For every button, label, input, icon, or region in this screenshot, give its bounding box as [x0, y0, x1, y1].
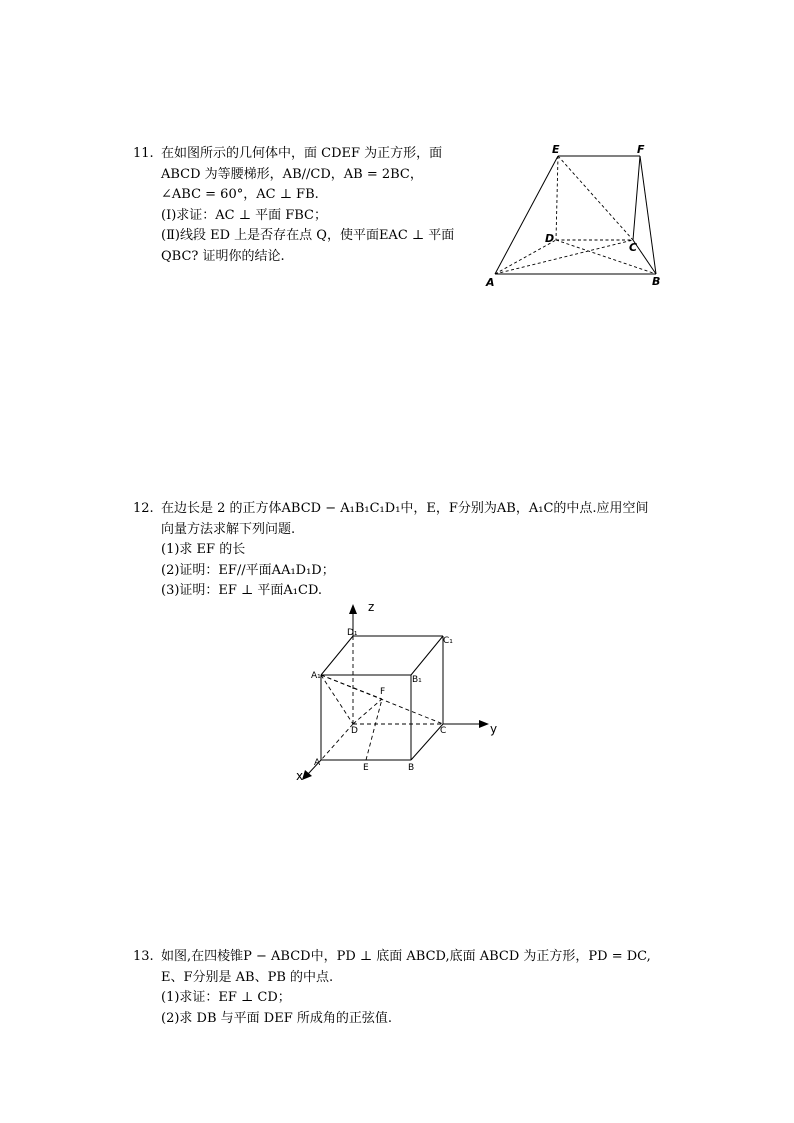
problem-number: 12. [133, 501, 154, 516]
problem-line: (Ⅱ)线段 ED 上是否存在点 Q，使平面EAC ⊥ 平面 [161, 228, 455, 243]
segment-A1F [321, 675, 382, 699]
label-B: B [408, 763, 415, 773]
label-E: E [363, 763, 369, 773]
axis-z-arrow [349, 604, 357, 614]
edge-CB [411, 724, 443, 760]
label-A: A [314, 758, 321, 768]
label-F: F [637, 143, 645, 156]
problem-line: 向量方法求解下列问题. [161, 521, 296, 537]
problem-line: (3)证明：EF ⊥ 平面A₁CD. [161, 583, 323, 598]
label-C1: C₁ [443, 636, 453, 646]
problem-text [161, 144, 454, 267]
problem-line: (1)求证：EF ⊥ CD； [161, 990, 291, 1005]
problem-line: ∠ABC = 60°，AC ⊥ FB. [161, 187, 319, 202]
label-C: C [629, 241, 638, 254]
label-D: D [351, 726, 358, 736]
problem-line: (2)证明：EF//平面AA₁D₁D； [161, 562, 335, 578]
label-D: D [545, 232, 555, 245]
label-B: B [652, 275, 661, 288]
problem-line: E、F分别是 AB、PB 的中点. [161, 969, 334, 985]
label-B1: B₁ [412, 675, 422, 685]
edge-DA [321, 724, 353, 760]
problem-line: ABCD 为等腰梯形，AB//CD，AB = 2BC， [161, 166, 423, 182]
problem-number: 13. [133, 949, 154, 964]
figure-12 [290, 598, 520, 788]
segment-EF [366, 699, 382, 760]
edge-EA [495, 156, 558, 274]
label-y: y [490, 722, 498, 736]
edge-AC [495, 240, 633, 274]
problem-line: 如图,在四棱锥P − ABCD中，PD ⊥ 底面 ABCD,底面 ABCD 为正方形，PD = DC, [161, 949, 651, 964]
edge-DB [556, 240, 656, 274]
label-A1: A₁ [311, 671, 321, 681]
segment-DF [353, 699, 382, 724]
label-C: C [440, 726, 447, 736]
problem-line: (1)求 EF 的长 [161, 542, 246, 557]
edge-A1D [321, 675, 353, 724]
label-D1: D₁ [347, 628, 358, 638]
label-F: F [380, 687, 386, 697]
problem-line: QBC? 证明你的结论. [161, 248, 285, 264]
problem-line: 在如图所示的几何体中，面 CDEF 为正方形，面 [161, 146, 443, 161]
problem-number: 11. [133, 146, 154, 161]
problem-line: (Ⅰ)求证：AC ⊥ 平面 FBC； [161, 207, 327, 223]
edge-FC [633, 156, 640, 240]
edge-ED [556, 156, 558, 240]
label-A: A [486, 276, 495, 289]
problem-line: 在边长是 2 的正方体ABCD − A₁B₁C₁D₁中，E，F分别为AB，A₁C的中点.应用空间 [161, 501, 649, 516]
label-z: z [368, 600, 375, 614]
figure-11 [480, 140, 670, 290]
edge-A1D1 [321, 636, 353, 675]
label-x: x [296, 769, 304, 783]
problem-text [161, 947, 651, 1029]
edge-EC [558, 156, 633, 240]
problem-line: (2)求 DB 与平面 DEF 所成角的正弦值. [161, 1010, 392, 1026]
problem-text [161, 499, 649, 602]
axis-y-arrow [479, 720, 489, 728]
edge-B1C1 [411, 636, 443, 675]
label-E: E [552, 143, 560, 156]
edge-FB [640, 156, 656, 274]
